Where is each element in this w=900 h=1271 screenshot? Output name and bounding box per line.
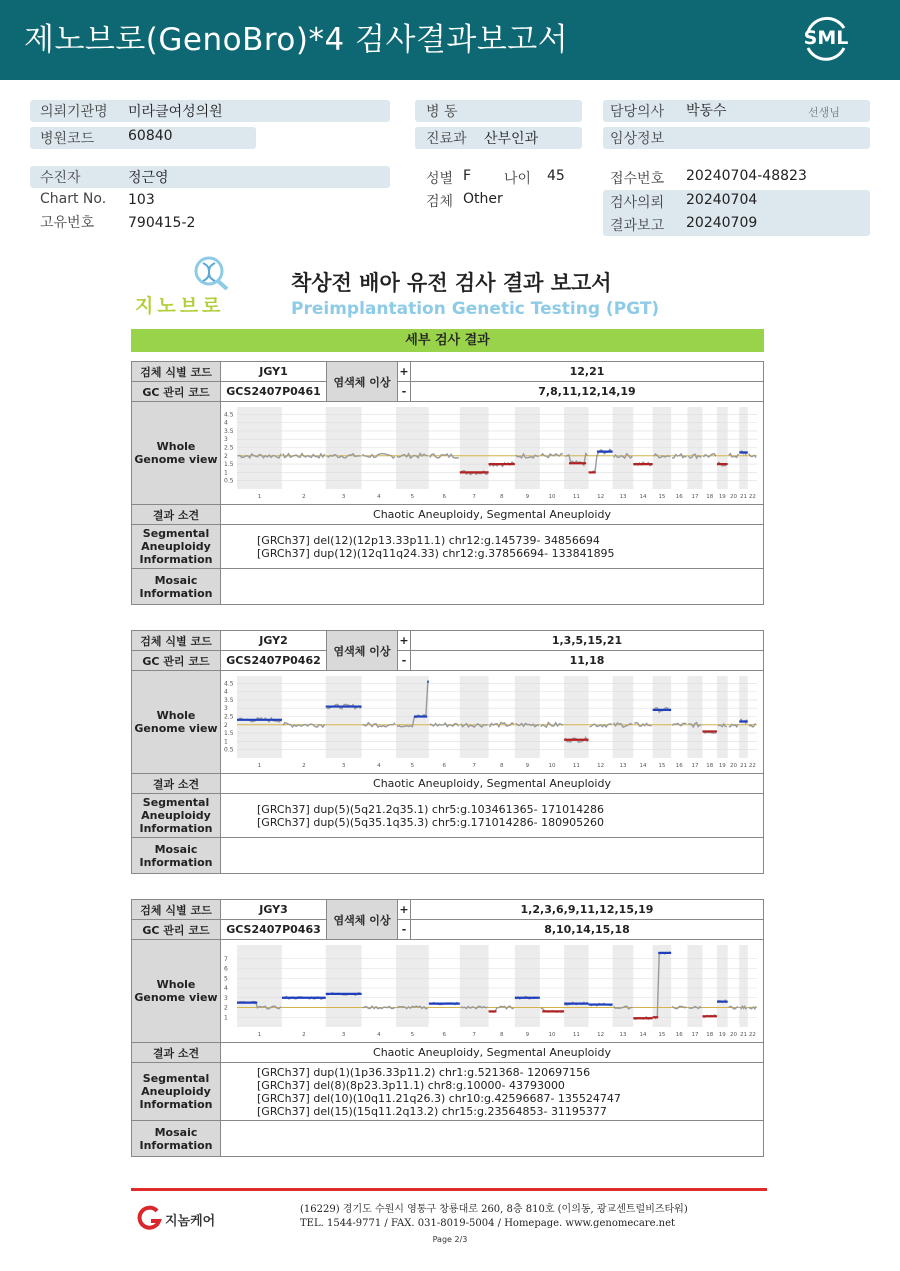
chromosome-label: 12 [597,494,605,500]
chromosome-label: 10 [548,763,556,769]
chart-value: 103 [128,192,155,208]
chromosome-label: 5 [410,1032,415,1038]
signal-trace [590,449,612,473]
receipt-value: 20240704-48823 [686,168,807,184]
loss-chromosomes: 11,18 [411,651,764,671]
segmental-label: Segmental Aneuploidy Information [132,1063,221,1121]
chromosome-label: 14 [639,494,647,500]
gc-code-label: GC 관리 코드 [132,920,221,940]
patient-box [30,166,390,188]
department-label: 진료과 [426,131,467,147]
mosaic-value [221,838,764,874]
chromosome-label: 21 [740,494,748,500]
sml-logo-text: SML [803,27,849,49]
report-date-value: 20240709 [686,215,758,231]
y-tick-label: 3 [224,705,228,713]
signal-trace [283,723,325,728]
y-tick-label: 3 [224,436,228,444]
chromosome-band [613,407,634,489]
chrom-abn-label: 염색체 이상 [327,900,398,940]
chromosome-band [326,945,362,1027]
whole-genome-label: Whole Genome view [132,671,221,774]
loss-chromosomes: 7,8,11,12,14,19 [411,382,764,402]
loss-chromosomes: 8,10,14,15,18 [411,920,764,940]
footer-contact: TEL. 1544-9771 / FAX. 031-8019-5004 / Homepage. www.genomecare.net [300,1218,676,1229]
chromosome-band [564,676,588,758]
chromosome-label: 2 [302,1032,306,1038]
age-label: 나이 [504,171,532,187]
footer-divider [131,1188,767,1191]
y-tick-label: 1.5 [224,461,234,469]
chromosome-label: 17 [691,763,699,769]
gain-chromosomes: 1,3,5,15,21 [411,631,764,651]
segmental-info [221,525,764,569]
segmental-line: [GRCh37] dup(5)(5q35.1q35.3) chr5:g.171014286- 180905260 [257,815,605,829]
loss-sign: - [398,920,411,940]
y-tick-label: 4 [224,688,228,696]
chromosome-label: 5 [410,494,415,500]
y-tick-label: 2.5 [224,444,234,452]
sample-table [131,630,764,874]
sample-table [131,899,764,1157]
chromosome-label: 8 [499,1032,504,1038]
chart-label: Chart No. [40,191,107,207]
patient-value: 정근영 [128,170,169,186]
genome-plot-svg [221,941,761,1041]
y-tick-label: 5 [224,975,228,983]
chromosome-label: 18 [706,763,714,769]
chromosome-label: 22 [748,1032,756,1038]
chromosome-band [515,407,540,489]
chromosome-label: 20 [729,494,737,500]
chromosome-label: 19 [718,763,726,769]
specimen-label: 검체 [426,194,454,210]
request-label: 검사의뢰 [610,195,665,211]
chromosome-band [326,676,362,758]
report-header [0,0,900,80]
sample-table [131,361,764,605]
gain-chromosomes: 12,21 [411,362,764,382]
genobro-brand: 지노브로 [135,295,225,317]
y-tick-label: 7 [224,955,228,963]
y-tick-label: 3 [224,994,228,1002]
y-tick-label: 2 [224,1004,228,1012]
result-value: Chaotic Aneuploidy, Segmental Aneuploidy [221,505,764,525]
chromosome-band [717,407,728,489]
segmental-line: [GRCh37] del(10)(10q11.21q26.3) chr10:g.42596687- 135524747 [257,1091,621,1105]
doctor-suffix: 선생님 [808,106,840,119]
chromosome-band [653,407,671,489]
genome-plot-svg [221,403,761,503]
y-tick-label: 4 [224,985,228,992]
chromosome-label: 21 [740,1032,748,1038]
chromosome-label: 14 [639,763,647,769]
segmental-info [221,1063,764,1121]
institution-value: 미라클여성의원 [128,104,223,120]
loss-sign: - [398,382,411,402]
chromosome-band [396,945,429,1027]
chromosome-label: 7 [472,763,476,769]
chromosome-label: 6 [442,494,447,500]
chromosome-band [739,407,748,489]
chromosome-label: 16 [675,763,683,769]
chromosome-label: 11 [572,494,580,500]
mosaic-value [221,569,764,605]
chromosome-label: 18 [706,1032,714,1038]
chromosome-label: 8 [499,494,504,500]
y-tick-label: 1 [224,738,228,746]
chromosome-label: 3 [341,763,346,769]
y-tick-label: 1 [224,469,228,477]
signal-trace [672,454,686,458]
chromosome-label: 15 [658,1032,666,1038]
signal-trace [590,724,612,727]
chromosome-label: 22 [748,763,756,769]
chromosome-label: 21 [740,763,748,769]
section-title: 세부 검사 결과 [131,329,764,352]
result-value: Chaotic Aneuploidy, Segmental Aneuploidy [221,1043,764,1063]
chrom-abn-label: 염색체 이상 [327,362,398,402]
chromosome-label: 1 [257,494,262,500]
sample-id-value: JGY2 [221,631,327,651]
chromosome-band [653,676,671,758]
chromosome-label: 17 [691,494,699,500]
y-tick-label: 4.5 [224,411,234,419]
doctor-value: 박동수 [686,103,727,119]
chromosome-band [687,407,702,489]
chromosome-label: 7 [472,494,476,500]
gc-code-label: GC 관리 코드 [132,382,221,402]
genobro-logo-icon [189,255,233,291]
chromosome-band [515,945,540,1027]
specimen-value: Other [463,191,503,207]
chromosome-label: 5 [410,763,415,769]
chromosome-label: 1 [257,1032,262,1038]
chromosome-label: 16 [675,1032,683,1038]
chromosome-label: 19 [718,494,726,500]
chromosome-label: 4 [377,763,381,769]
y-tick-label: 1 [224,1014,228,1022]
chromosome-band [564,945,588,1027]
id-value: 790415-2 [128,215,196,231]
chromosome-label: 16 [675,494,683,500]
footer-logo-text: 지놈케어 [165,1214,216,1229]
chromosome-label: 20 [729,1032,737,1038]
segmental-line: [GRCh37] dup(12)(12q11q24.33) chr12:g.37856694- 133841895 [257,546,615,560]
footer-address: (16229) 경기도 수원시 영통구 창룡대로 260, 8층 810호 (이의동, 광교센트럴비즈타워) [300,1204,688,1215]
gain-chromosomes: 1,2,3,6,9,11,12,15,19 [411,900,764,920]
chromosome-label: 6 [442,1032,447,1038]
chromosome-band [653,945,671,1027]
chromosome-band [460,407,489,489]
y-tick-label: 0.5 [224,477,234,485]
chromosome-band [564,407,588,489]
y-tick-label: 6 [224,965,228,973]
chromosome-label: 7 [472,1032,476,1038]
chromosome-band [460,945,489,1027]
age-value: 45 [547,168,565,184]
report-title: 착상전 배아 유전 검사 결과 보고서 [291,271,612,295]
chromosome-label: 15 [658,763,666,769]
result-label: 결과 소견 [132,505,221,525]
whole-genome-label: Whole Genome view [132,402,221,505]
segmental-label: Segmental Aneuploidy Information [132,525,221,569]
department-value: 산부인과 [484,131,539,147]
whole-genome-label: Whole Genome view [132,940,221,1043]
segmental-line: [GRCh37] del(15)(15q11.2q13.2) chr15:g.23564853- 31195377 [257,1104,607,1118]
signal-trace [749,1006,756,1008]
sml-logo-icon [800,14,852,62]
chromosome-label: 4 [377,1032,381,1038]
chromosome-label: 13 [619,763,627,769]
chromosome-label: 22 [748,494,756,500]
sex-value: F [463,168,472,184]
patient-label: 수진자 [40,170,81,186]
gc-code-label: GC 관리 코드 [132,651,221,671]
chromosome-label: 12 [597,1032,605,1038]
mosaic-label: Mosaic Information [132,1121,221,1157]
sample-id-value: JGY3 [221,900,327,920]
sample-result-1 [131,361,764,605]
mosaic-value [221,1121,764,1157]
gain-sign: + [398,900,411,920]
report-header-title: 제노브로(GenoBro)*4 검사결과보고서 [24,22,569,58]
chromosome-band [237,945,282,1027]
result-label: 결과 소견 [132,1043,221,1063]
chromosome-label: 6 [442,763,447,769]
chromosome-band [687,945,702,1027]
result-label: 결과 소견 [132,774,221,794]
whole-genome-plot [221,402,764,505]
chromosome-band [237,407,282,489]
segmental-line: [GRCh37] dup(1)(1p36.33p11.2) chr1:g.521368- 120697156 [257,1065,591,1079]
y-tick-label: 2 [224,721,228,729]
gain-sign: + [398,631,411,651]
chromosome-label: 18 [706,494,714,500]
y-tick-label: 3.5 [224,427,234,435]
y-tick-label: 0.5 [224,746,234,754]
whole-genome-plot [221,671,764,774]
chromosome-label: 4 [377,494,381,500]
y-tick-label: 1.5 [224,730,234,738]
gc-code-value: GCS2407P0462 [221,651,327,671]
segmental-line: [GRCh37] del(12)(12p13.33p11.1) chr12:g.145739- 34856694 [257,533,600,547]
loss-sign: - [398,651,411,671]
chromosome-band [739,945,748,1027]
sample-result-2 [131,630,764,874]
report-heading [131,255,764,320]
ward-label: 병 동 [426,104,458,120]
y-tick-label: 3.5 [224,696,234,704]
institution-label: 의뢰기관명 [40,104,108,120]
sample-id-label: 검체 식별 코드 [132,900,221,920]
chromosome-band [687,676,702,758]
chromosome-label: 3 [341,1032,346,1038]
sample-id-label: 검체 식별 코드 [132,362,221,382]
chromosome-label: 11 [572,763,580,769]
gc-code-value: GCS2407P0463 [221,920,327,940]
hospital-code-value: 60840 [128,128,173,144]
page-number: Page 2/3 [432,1235,468,1244]
segmental-line: [GRCh37] dup(5)(5q21.2q35.1) chr5:g.103461365- 171014286 [257,802,605,816]
genome-plot-svg [221,672,761,772]
doctor-label: 담당의사 [610,104,665,120]
whole-genome-plot [221,940,764,1043]
chromosome-label: 12 [597,763,605,769]
sex-label: 성별 [426,171,454,187]
chromosome-label: 2 [302,763,306,769]
receipt-label: 접수번호 [610,171,665,187]
signal-trace [363,1006,395,1009]
chromosome-band [613,945,634,1027]
chromosome-label: 10 [548,1032,556,1038]
y-tick-label: 2 [224,452,228,460]
chromosome-label: 9 [525,763,530,769]
footer-address-block [300,1203,688,1231]
mosaic-label: Mosaic Information [132,838,221,874]
gain-sign: + [398,362,411,382]
chromosome-label: 3 [341,494,346,500]
chromosome-label: 9 [525,1032,530,1038]
chromosome-band [739,676,748,758]
segmental-label: Segmental Aneuploidy Information [132,794,221,838]
chromosome-band [717,945,728,1027]
hospital-code-label: 병원코드 [40,131,95,147]
chromosome-band [396,407,429,489]
clinical-label: 임상정보 [610,131,665,147]
report-subtitle: Preimplantation Genetic Testing (PGT) [291,299,660,319]
chromosome-label: 15 [658,494,666,500]
chromosome-label: 13 [619,494,627,500]
chromosome-label: 17 [691,1032,699,1038]
segmental-line: [GRCh37] del(8)(8p23.3p11.1) chr8:g.10000- 43793000 [257,1078,565,1092]
chromosome-label: 13 [619,1032,627,1038]
chromosome-label: 2 [302,494,306,500]
chromosome-label: 19 [718,1032,726,1038]
chromosome-label: 14 [639,1032,647,1038]
chromosome-label: 1 [257,763,262,769]
y-tick-label: 2.5 [224,713,234,721]
result-value: Chaotic Aneuploidy, Segmental Aneuploidy [221,774,764,794]
chromosome-label: 10 [548,494,556,500]
chromosome-band [237,676,282,758]
id-label: 고유번호 [40,215,95,231]
chromosome-label: 9 [525,494,530,500]
report-date-label: 결과보고 [610,218,665,234]
chromosome-band [613,676,634,758]
request-value: 20240704 [686,192,758,208]
chromosome-label: 8 [499,763,504,769]
chromosome-band [460,676,489,758]
gc-code-value: GCS2407P0461 [221,382,327,402]
sample-result-3 [131,899,764,1157]
y-tick-label: 4.5 [224,680,234,688]
signal-trace [541,454,563,458]
y-tick-label: 4 [224,419,228,427]
sample-id-value: JGY1 [221,362,327,382]
chromosome-band [515,676,540,758]
sample-id-label: 검체 식별 코드 [132,631,221,651]
signal-trace [672,1006,686,1008]
segmental-info [221,794,764,838]
chrom-abn-label: 염색체 이상 [327,631,398,671]
signal-trace [430,723,459,727]
chromosome-label: 20 [729,763,737,769]
chromosome-band [326,407,362,489]
mosaic-label: Mosaic Information [132,569,221,605]
chromosome-band [717,676,728,758]
chromosome-label: 11 [572,1032,580,1038]
